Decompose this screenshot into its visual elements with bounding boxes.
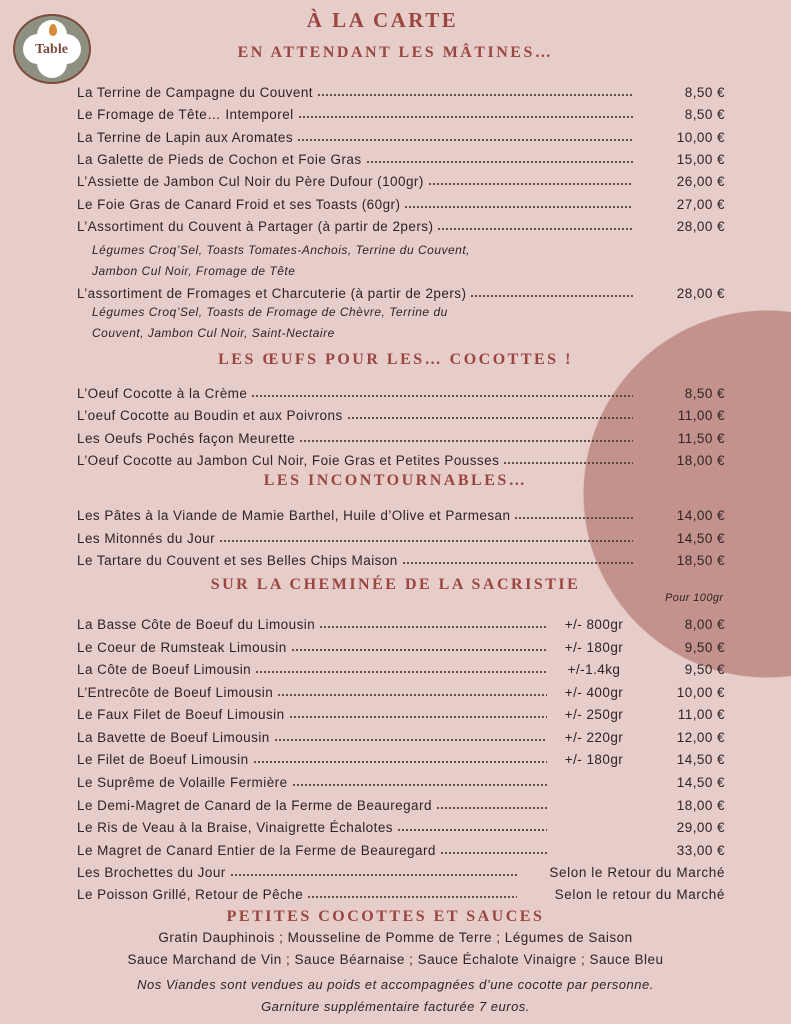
- menu-item: [77, 431, 725, 453]
- dot-leader: [428, 176, 633, 186]
- menu-item: [77, 408, 725, 430]
- item-weight: +/- 220gr: [564, 730, 624, 745]
- item-weight: +/-1.4kg: [567, 662, 621, 677]
- item-price: 10,00 €: [676, 130, 725, 145]
- item-name: Les Pâtes à la Viande de Mamie Barthel, Huile d’Olive et Parmesan: [77, 508, 511, 523]
- menu-item: [77, 152, 725, 174]
- item-name: L’assortiment de Fromages et Charcuterie (à partir de 2pers): [77, 286, 467, 301]
- item-name: L’Entrecôte de Boeuf Limousin: [77, 685, 274, 700]
- dot-leader: [253, 754, 547, 764]
- item-price: 27,00 €: [676, 197, 725, 212]
- dot-leader: [307, 889, 517, 899]
- item-name: Les Oeufs Pochés façon Meurette: [77, 431, 296, 446]
- menu-item: [77, 887, 725, 909]
- item-name: Le Fromage de Tête… Intemporel: [77, 107, 294, 122]
- menu-item: [77, 752, 725, 774]
- item-name: Le Suprême de Volaille Fermière: [77, 775, 288, 790]
- menu-item: [77, 865, 725, 887]
- item-name: La Terrine de Campagne du Couvent: [77, 85, 313, 100]
- item-name: Les Brochettes du Jour: [77, 865, 226, 880]
- item-name: La Terrine de Lapin aux Aromates: [77, 130, 294, 145]
- section-heading: PETITES COCOTTES ET SAUCES: [226, 908, 545, 925]
- item-weight: +/- 180gr: [564, 640, 624, 655]
- menu-item: [77, 798, 725, 820]
- sauces-line: Sauce Marchand de Vin ; Sauce Béarnaise ; Sauce Échalote Vinaigre ; Sauce Bleu: [127, 952, 664, 967]
- dot-leader: [274, 732, 547, 742]
- item-price: 11,50 €: [677, 431, 725, 446]
- dot-leader: [219, 533, 633, 543]
- item-detail-line: Jambon Cul Noir, Fromage de Tête: [92, 263, 296, 278]
- item-price: 10,00 €: [676, 685, 725, 700]
- item-name: Le Filet de Boeuf Limousin: [77, 752, 249, 767]
- meat-note: Nos Viandes sont vendues au poids et accompagnées d’une cocotte par personne.: [137, 977, 654, 992]
- dot-leader: [440, 845, 547, 855]
- item-price: 14,50 €: [676, 531, 725, 546]
- item-name: Le Coeur de Rumsteak Limousin: [77, 640, 287, 655]
- item-detail-line: Couvent, Jambon Cul Noir, Saint-Nectaire: [92, 325, 335, 340]
- item-price: 33,00 €: [676, 843, 725, 858]
- menu-item: [77, 617, 725, 639]
- item-name: La Côte de Boeuf Limousin: [77, 662, 252, 677]
- item-price: 8,00 €: [684, 617, 725, 632]
- dot-leader: [297, 132, 633, 142]
- section-heading: LES ŒUFS POUR LES… COCOTTES !: [218, 351, 573, 368]
- dot-leader: [436, 800, 547, 810]
- sides-line: Gratin Dauphinois ; Mousseline de Pomme de Terre ; Légumes de Saison: [158, 930, 633, 945]
- item-name: L’Assortiment du Couvent à Partager (à partir de 2pers): [77, 219, 434, 234]
- item-price: 26,00 €: [676, 174, 725, 189]
- item-detail: [92, 240, 470, 281]
- menu-item: [77, 130, 725, 152]
- menu-item: [77, 843, 725, 865]
- menu-item: [77, 730, 725, 752]
- dot-leader: [230, 867, 517, 877]
- item-price: Selon le Retour du Marché: [549, 865, 725, 880]
- dot-leader: [366, 154, 633, 164]
- item-price: 8,50 €: [684, 85, 725, 100]
- item-price: 14,50 €: [676, 775, 725, 790]
- menu-item: [77, 775, 725, 797]
- menu-item: [77, 685, 725, 707]
- item-weight: +/- 800gr: [564, 617, 624, 632]
- menu-item: [77, 219, 725, 241]
- item-price: 18,00 €: [676, 798, 725, 813]
- dot-leader: [503, 455, 633, 465]
- menu-item: [77, 662, 725, 684]
- item-detail-line: Légumes Croq’Sel, Toasts Tomates-Anchois, Terrine du Couvent,: [92, 243, 471, 257]
- item-name: Le Tartare du Couvent et ses Belles Chips Maison: [77, 553, 398, 568]
- item-name: Le Poisson Grillé, Retour de Pêche: [77, 887, 304, 902]
- section-heading: SUR LA CHEMINÉE DE LA SACRISTIE: [210, 576, 581, 593]
- item-price: 9,50 €: [684, 662, 725, 677]
- dot-leader: [298, 109, 633, 119]
- item-name: La Basse Côte de Boeuf du Limousin: [77, 617, 316, 632]
- dot-leader: [291, 642, 547, 652]
- item-detail: [92, 302, 448, 343]
- item-price: 11,00 €: [677, 707, 725, 722]
- dot-leader: [397, 822, 547, 832]
- item-weight: +/- 400gr: [564, 685, 624, 700]
- dot-leader: [277, 687, 547, 697]
- item-price: 9,50 €: [684, 640, 725, 655]
- item-price: 28,00 €: [676, 219, 725, 234]
- item-price: 11,00 €: [677, 408, 725, 423]
- dot-leader: [299, 433, 633, 443]
- dot-leader: [319, 619, 547, 629]
- menu-item: [77, 508, 725, 530]
- menu-item: [77, 531, 725, 553]
- dot-leader: [289, 709, 547, 719]
- item-price: 12,00 €: [676, 730, 725, 745]
- dot-leader: [292, 777, 547, 787]
- item-price: 8,50 €: [684, 107, 725, 122]
- menu-item: [77, 386, 725, 408]
- item-name: Le Foie Gras de Canard Froid et ses Toasts (60gr): [77, 197, 401, 212]
- item-name: L’Oeuf Cocotte à la Crème: [77, 386, 248, 401]
- menu-item: [77, 707, 725, 729]
- dot-leader: [317, 87, 633, 97]
- dot-leader: [404, 199, 633, 209]
- dot-leader: [514, 510, 633, 520]
- item-weight: +/- 250gr: [564, 707, 624, 722]
- menu-item: [77, 640, 725, 662]
- menu-item: [77, 85, 725, 107]
- item-price: 8,50 €: [684, 386, 725, 401]
- section-heading: LES INCONTOURNABLES…: [263, 472, 528, 489]
- item-name: L’Oeuf Cocotte au Jambon Cul Noir, Foie Gras et Petites Pousses: [77, 453, 500, 468]
- item-name: Le Faux Filet de Boeuf Limousin: [77, 707, 285, 722]
- dot-leader: [347, 410, 633, 420]
- item-weight: +/- 180gr: [564, 752, 624, 767]
- item-price: 14,50 €: [676, 752, 725, 767]
- item-name: Le Demi-Magret de Canard de la Ferme de Beauregard: [77, 798, 432, 813]
- item-price: 18,50 €: [676, 553, 725, 568]
- item-price: 15,00 €: [676, 152, 725, 167]
- page-title: À LA CARTE: [306, 8, 459, 32]
- per-100g-note: Pour 100gr: [665, 592, 724, 604]
- item-price: 18,00 €: [676, 453, 725, 468]
- item-price: 14,00 €: [676, 508, 725, 523]
- dot-leader: [255, 664, 547, 674]
- item-detail-line: Légumes Croq’Sel, Toasts de Fromage de Chèvre, Terrine du: [92, 305, 448, 319]
- menu-item: [77, 174, 725, 196]
- item-name: L’Assiette de Jambon Cul Noir du Père Dufour (100gr): [77, 174, 424, 189]
- menu-item: [77, 197, 725, 219]
- item-name: La Bavette de Boeuf Limousin: [77, 730, 270, 745]
- item-name: La Galette de Pieds de Cochon et Foie Gras: [77, 152, 362, 167]
- item-name: Le Magret de Canard Entier de la Ferme de Beauregard: [77, 843, 436, 858]
- item-name: Les Mitonnés du Jour: [77, 531, 216, 546]
- dot-leader: [402, 555, 633, 565]
- restaurant-logo: Table: [13, 14, 91, 84]
- item-name: Le Ris de Veau à la Braise, Vinaigrette Échalotes: [77, 820, 393, 835]
- dot-leader: [251, 388, 633, 398]
- menu-item: [77, 820, 725, 842]
- dot-leader: [470, 288, 633, 298]
- menu-item: [77, 107, 725, 129]
- garnish-note: Garniture supplémentaire facturée 7 euros.: [261, 999, 530, 1014]
- item-name: L’oeuf Cocotte au Boudin et aux Poivrons: [77, 408, 343, 423]
- menu-item: [77, 553, 725, 575]
- item-price: 28,00 €: [676, 286, 725, 301]
- dot-leader: [437, 221, 633, 231]
- section-heading: EN ATTENDANT LES MÂTINES…: [237, 44, 554, 61]
- item-price: Selon le retour du Marché: [554, 887, 725, 902]
- item-price: 29,00 €: [676, 820, 725, 835]
